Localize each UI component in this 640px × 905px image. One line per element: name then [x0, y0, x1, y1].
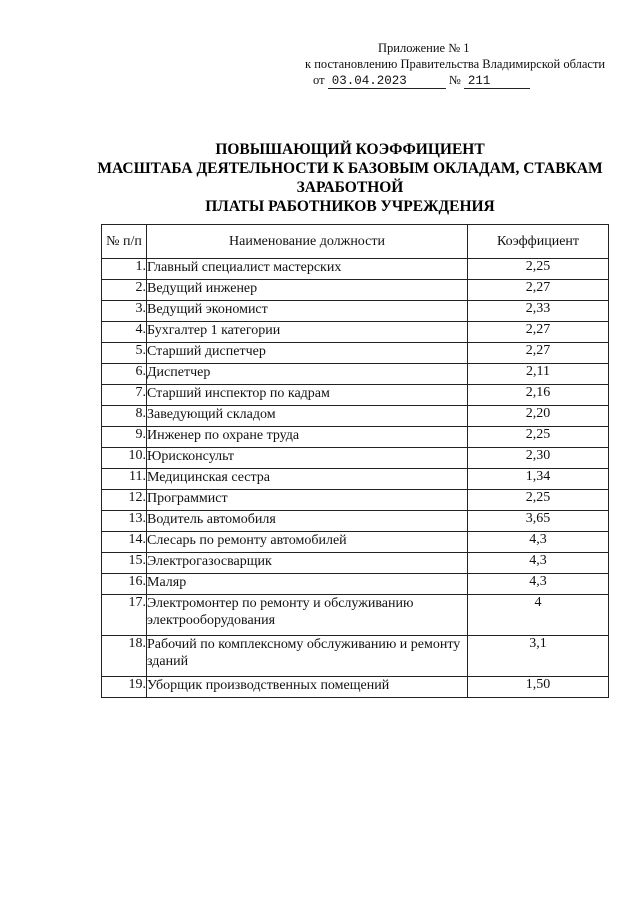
row-number-cell: 16. — [102, 574, 147, 595]
document-number: 211 — [464, 74, 530, 89]
row-number-cell: 8. — [102, 406, 147, 427]
resolution-reference: к постановлению Правительства Владимирской области — [305, 57, 606, 71]
coefficient-cell: 4,3 — [468, 553, 609, 574]
coefficient-cell: 2,11 — [468, 364, 609, 385]
coefficient-cell: 2,16 — [468, 385, 609, 406]
document-date: 03.04.2023 — [328, 74, 446, 89]
row-number-cell: 14. — [102, 532, 147, 553]
position-name-cell: Бухгалтер 1 категории — [147, 322, 468, 343]
title-line-2: МАСШТАБА ДЕЯТЕЛЬНОСТИ К БАЗОВЫМ ОКЛАДАМ, СТАВКАМ — [97, 160, 603, 177]
table-row — [102, 677, 609, 698]
position-name-cell: Главный специалист мастерских — [147, 259, 468, 280]
row-number-cell: 4. — [102, 322, 147, 343]
table-row — [102, 259, 609, 280]
row-number-cell: 7. — [102, 385, 147, 406]
position-name-cell: Электрогазосварщик — [147, 553, 468, 574]
table-row — [102, 406, 609, 427]
column-header-coefficient: Коэффициент — [468, 225, 609, 259]
appendix-label: Приложение № 1 — [378, 41, 470, 55]
coefficient-cell: 4 — [468, 595, 609, 636]
row-number-cell: 5. — [102, 343, 147, 364]
document-title — [60, 140, 640, 216]
row-number-cell: 1. — [102, 259, 147, 280]
coefficient-cell: 4,3 — [468, 532, 609, 553]
table-row — [102, 301, 609, 322]
row-number-cell: 10. — [102, 448, 147, 469]
position-name-cell: Старший диспетчер — [147, 343, 468, 364]
title-line-4: ПЛАТЫ РАБОТНИКОВ УЧРЕЖДЕНИЯ — [205, 198, 495, 215]
coefficient-cell: 3,1 — [468, 636, 609, 677]
coefficient-cell: 2,27 — [468, 322, 609, 343]
table-row — [102, 364, 609, 385]
row-number-cell: 18. — [102, 636, 147, 677]
row-number-cell: 3. — [102, 301, 147, 322]
position-name-cell: Диспетчер — [147, 364, 468, 385]
table-row — [102, 427, 609, 448]
position-name-cell: Заведующий складом — [147, 406, 468, 427]
position-name-cell: Слесарь по ремонту автомобилей — [147, 532, 468, 553]
row-number-cell: 2. — [102, 280, 147, 301]
table-row — [102, 490, 609, 511]
table-row — [102, 532, 609, 553]
table-row — [102, 511, 609, 532]
coefficient-cell: 1,50 — [468, 677, 609, 698]
coefficient-cell: 2,27 — [468, 280, 609, 301]
table-row — [102, 469, 609, 490]
coefficient-cell: 1,34 — [468, 469, 609, 490]
table-row — [102, 343, 609, 364]
coefficient-cell: 3,65 — [468, 511, 609, 532]
position-name-cell: Маляр — [147, 574, 468, 595]
coefficient-cell: 2,25 — [468, 490, 609, 511]
position-name-cell: Ведущий экономист — [147, 301, 468, 322]
coefficient-table — [101, 224, 609, 698]
table-row — [102, 280, 609, 301]
row-number-cell: 6. — [102, 364, 147, 385]
row-number-cell: 12. — [102, 490, 147, 511]
document-header — [305, 40, 625, 89]
coefficient-cell: 2,20 — [468, 406, 609, 427]
row-number-cell: 9. — [102, 427, 147, 448]
table-row — [102, 595, 609, 636]
table-header-row — [102, 225, 609, 259]
position-name-cell: Водитель автомобиля — [147, 511, 468, 532]
row-number-cell: 11. — [102, 469, 147, 490]
table-row — [102, 553, 609, 574]
coefficient-cell: 2,25 — [468, 259, 609, 280]
coefficient-cell: 2,25 — [468, 427, 609, 448]
position-name-cell: Юрисконсульт — [147, 448, 468, 469]
row-number-cell: 17. — [102, 595, 147, 636]
column-header-position: Наименование должности — [147, 225, 468, 259]
table-body — [102, 259, 609, 698]
table-row — [102, 448, 609, 469]
row-number-cell: 15. — [102, 553, 147, 574]
column-header-number: № п/п — [102, 225, 147, 259]
position-name-cell: Рабочий по комплексному обслуживанию и ремонту зданий — [147, 636, 468, 677]
date-number-line — [305, 72, 625, 89]
position-name-cell: Ведущий инженер — [147, 280, 468, 301]
position-name-cell: Электромонтер по ремонту и обслуживанию электрооборудования — [147, 595, 468, 636]
title-line-1: ПОВЫШАЮЩИЙ КОЭФФИЦИЕНТ — [215, 141, 485, 158]
row-number-cell: 19. — [102, 677, 147, 698]
title-line-3: ЗАРАБОТНОЙ — [296, 179, 404, 196]
number-label: № — [448, 73, 461, 87]
position-name-cell: Программист — [147, 490, 468, 511]
table-row — [102, 574, 609, 595]
position-name-cell: Инженер по охране труда — [147, 427, 468, 448]
table-row — [102, 322, 609, 343]
table-row — [102, 636, 609, 677]
position-name-cell: Старший инспектор по кадрам — [147, 385, 468, 406]
position-name-cell: Уборщик производственных помещений — [147, 677, 468, 698]
table-row — [102, 385, 609, 406]
coefficient-cell: 2,30 — [468, 448, 609, 469]
coefficient-cell: 2,27 — [468, 343, 609, 364]
from-label: от — [313, 73, 325, 87]
coefficient-cell: 2,33 — [468, 301, 609, 322]
position-name-cell: Медицинская сестра — [147, 469, 468, 490]
coefficient-cell: 4,3 — [468, 574, 609, 595]
row-number-cell: 13. — [102, 511, 147, 532]
